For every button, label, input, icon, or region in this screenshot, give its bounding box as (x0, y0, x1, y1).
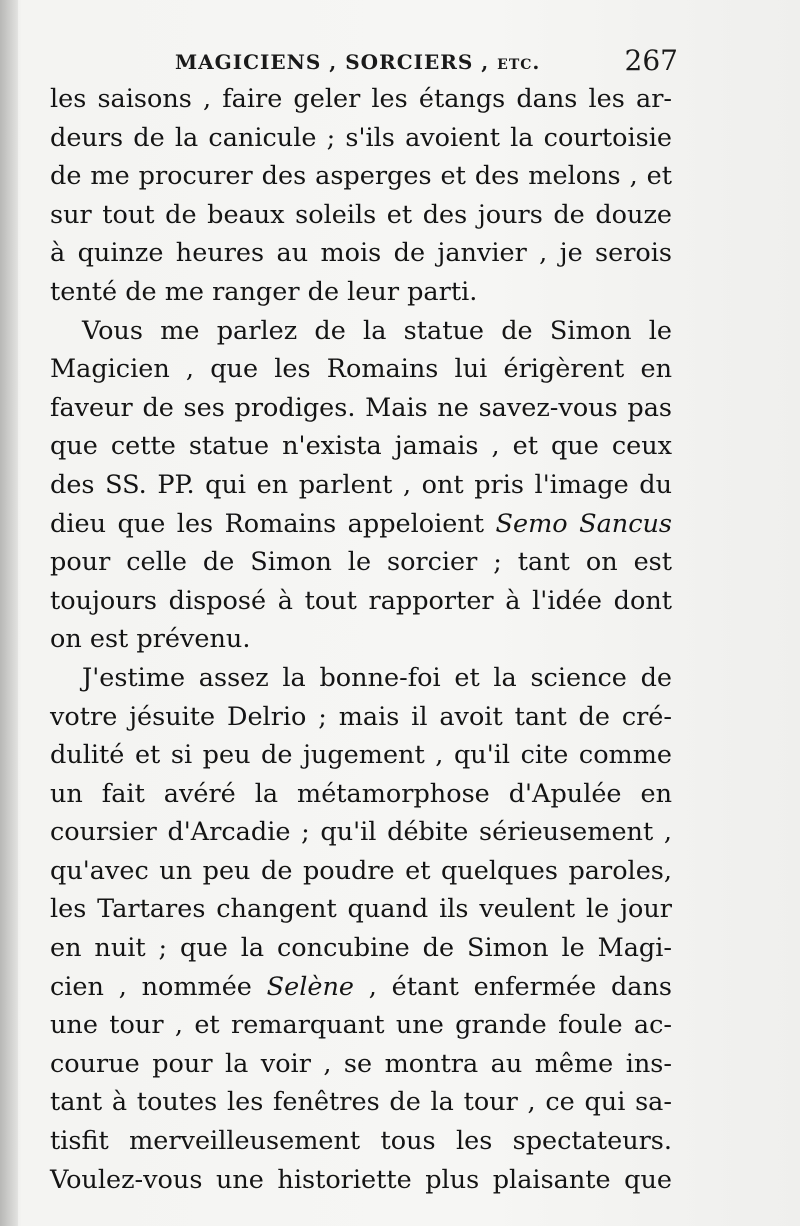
text-line: Voulez-vous une historiette plus plaisante que (50, 1164, 672, 1195)
italic-text: Selène (266, 971, 354, 1002)
text-line: votre jésuite Delrio ; mais il avoit tant de cré- (50, 701, 672, 732)
text-line: tenté de me ranger de leur parti. (50, 276, 478, 307)
text-line: coursier d'Arcadie ; qu'il débite sérieusement , (50, 817, 672, 848)
text-line: sur tout de beaux soleils et des jours de douze (50, 199, 672, 230)
text-line: un fait avéré la métamorphose d'Apulée en (50, 778, 672, 809)
running-head (50, 44, 770, 84)
text-segment: cien , nommée (50, 971, 267, 1002)
text-line: faveur de ses prodiges. Mais ne savez-vous pas (50, 392, 672, 423)
text-line: des SS. PP. qui en parlent , ont pris l'image du (50, 469, 672, 500)
text-line: à quinze heures au mois de janvier , je serois (50, 238, 672, 269)
text-line: les saisons , faire geler les étangs dans les ar- (50, 84, 672, 114)
page-number: 267 (624, 44, 678, 77)
body-text (50, 80, 672, 1199)
text-line: Vous me parlez de la statue de Simon le (82, 315, 672, 346)
text-line: J'estime assez la bonne-foi et la science de (82, 662, 672, 693)
text-line: de me procurer des asperges et des melons , et (50, 161, 672, 192)
text-line: les Tartares changent quand ils veulent le jour (50, 894, 672, 925)
text-segment: , étant enfermée dans (354, 971, 672, 1002)
text-line (50, 505, 672, 544)
text-line: que cette statue n'exista jamais , et que ceux (50, 431, 672, 462)
text-line: en nuit ; que la concubine de Simon le Magi- (50, 933, 672, 964)
text-line: deurs de la canicule ; s'ils avoient la courtoisie (50, 122, 672, 153)
text-line: qu'avec un peu de poudre et quelques paroles, (50, 855, 672, 886)
page-binding-shadow (0, 0, 18, 1226)
text-segment: dieu que les Romains appeloient (50, 508, 496, 539)
text-line: pour celle de Simon le sorcier ; tant on est (50, 547, 672, 578)
text-line: courue pour la voir , se montra au même ins- (50, 1048, 672, 1079)
text-line: on est prévenu. (50, 624, 251, 655)
text-line: Magicien , que les Romains lui érigèrent en (50, 354, 672, 385)
running-title: MAGICIENS , SORCIERS , etc. (175, 50, 541, 74)
italic-text: Semo Sancus (495, 508, 672, 539)
text-line: toujours disposé à tout rapporter à l'idée dont (50, 585, 672, 616)
text-line: une tour , et remarquant une grande foule ac- (50, 1010, 672, 1041)
text-line: tant à toutes les fenêtres de la tour , ce qui sa- (50, 1087, 672, 1118)
text-line: dulité et si peu de jugement , qu'il cite comme (50, 740, 672, 771)
text-line: tisfit merveilleusement tous les spectateurs. (50, 1126, 672, 1157)
text-line (50, 968, 672, 1007)
